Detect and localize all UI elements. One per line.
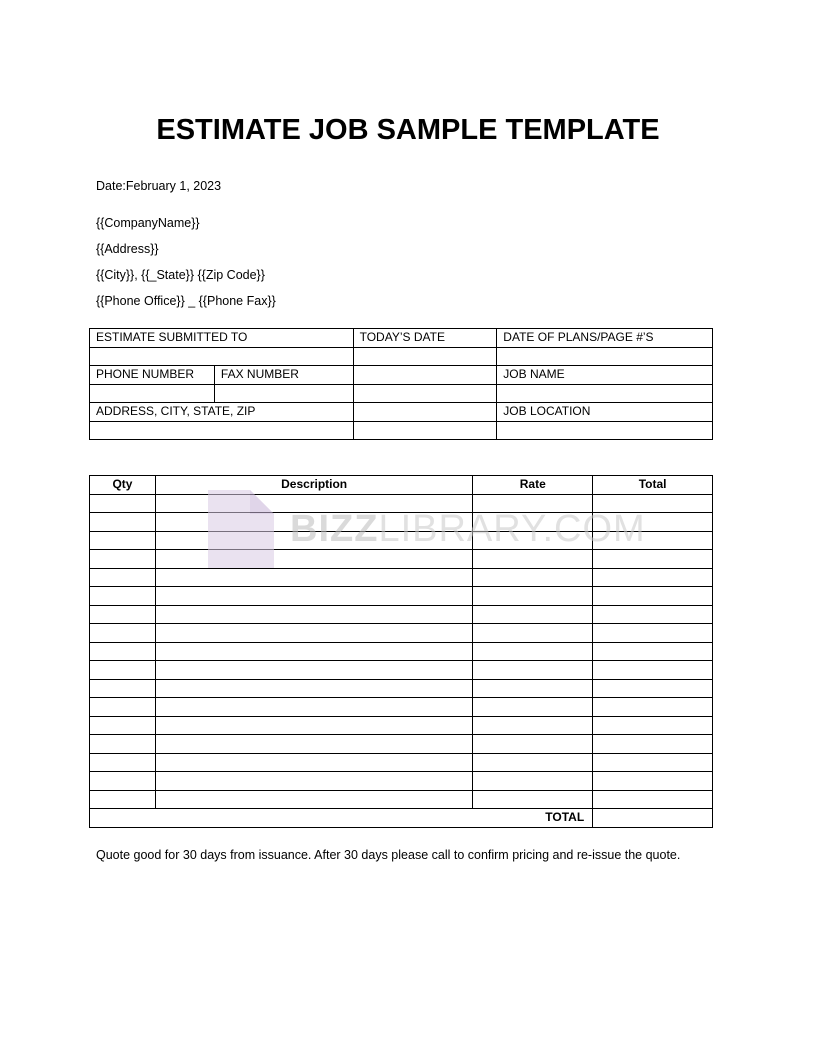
rate-cell[interactable] (473, 716, 593, 735)
table-row (90, 624, 713, 643)
rate-header: Rate (473, 476, 593, 495)
description-cell[interactable] (155, 531, 472, 550)
total-cell[interactable] (593, 587, 713, 606)
blank-cell (353, 403, 497, 422)
qty-cell[interactable] (90, 550, 156, 569)
qty-cell[interactable] (90, 587, 156, 606)
total-cell[interactable] (593, 550, 713, 569)
description-cell[interactable] (155, 605, 472, 624)
rate-cell[interactable] (473, 605, 593, 624)
grand-total-field[interactable] (593, 809, 713, 828)
table-row (90, 698, 713, 717)
estimate-info-table (89, 328, 713, 440)
total-cell[interactable] (593, 753, 713, 772)
description-cell[interactable] (155, 550, 472, 569)
total-cell[interactable] (593, 624, 713, 643)
description-cell[interactable] (155, 790, 472, 809)
table-row (90, 605, 713, 624)
blank-cell (353, 366, 497, 385)
description-cell[interactable] (155, 642, 472, 661)
description-cell[interactable] (155, 587, 472, 606)
rate-cell[interactable] (473, 772, 593, 791)
rate-cell[interactable] (473, 513, 593, 532)
description-cell[interactable] (155, 494, 472, 513)
phone-number-field[interactable] (90, 384, 215, 403)
qty-header: Qty (90, 476, 156, 495)
address-city-state-zip-label: ADDRESS, CITY, STATE, ZIP (90, 403, 354, 422)
table-row (90, 587, 713, 606)
todays-date-label: TODAY’S DATE (353, 329, 497, 348)
estimate-submitted-to-field[interactable] (90, 347, 354, 366)
watermark-rest: LIBRARY.COM (378, 508, 646, 550)
table-row (90, 550, 713, 569)
description-cell[interactable] (155, 753, 472, 772)
qty-cell[interactable] (90, 494, 156, 513)
qty-cell[interactable] (90, 790, 156, 809)
total-cell[interactable] (593, 698, 713, 717)
table-row (90, 531, 713, 550)
date-line: Date:February 1, 2023 (96, 179, 222, 193)
job-location-field[interactable] (497, 421, 713, 440)
table-row (90, 661, 713, 680)
estimate-submitted-to-label: ESTIMATE SUBMITTED TO (90, 329, 354, 348)
total-cell[interactable] (593, 513, 713, 532)
total-cell[interactable] (593, 716, 713, 735)
table-row (90, 513, 713, 532)
blank-cell (353, 421, 497, 440)
rate-cell[interactable] (473, 550, 593, 569)
description-cell[interactable] (155, 716, 472, 735)
qty-cell[interactable] (90, 716, 156, 735)
date-of-plans-label: DATE OF PLANS/PAGE #’S (497, 329, 713, 348)
description-cell[interactable] (155, 661, 472, 680)
qty-cell[interactable] (90, 624, 156, 643)
qty-cell[interactable] (90, 753, 156, 772)
qty-cell[interactable] (90, 513, 156, 532)
rate-cell[interactable] (473, 624, 593, 643)
table-row (90, 568, 713, 587)
rate-cell[interactable] (473, 753, 593, 772)
blank-cell (353, 384, 497, 403)
total-cell[interactable] (593, 568, 713, 587)
quote-validity-note: Quote good for 30 days from issuance. After 30 days please call to confirm pricing and re-issue the quote. (96, 848, 681, 862)
description-header: Description (155, 476, 472, 495)
total-header: Total (593, 476, 713, 495)
line-items-table (89, 475, 713, 828)
total-label: TOTAL (90, 809, 593, 828)
table-row (90, 790, 713, 809)
total-cell[interactable] (593, 772, 713, 791)
description-cell[interactable] (155, 679, 472, 698)
fax-number-field[interactable] (214, 384, 353, 403)
total-cell[interactable] (593, 494, 713, 513)
address-city-state-zip-field[interactable] (90, 421, 354, 440)
job-name-label: JOB NAME (497, 366, 713, 385)
qty-cell[interactable] (90, 735, 156, 754)
rate-cell[interactable] (473, 661, 593, 680)
total-cell[interactable] (593, 531, 713, 550)
rate-cell[interactable] (473, 494, 593, 513)
phone-number-label: PHONE NUMBER (90, 366, 215, 385)
rate-cell[interactable] (473, 531, 593, 550)
line-items-body (90, 494, 713, 809)
description-cell[interactable] (155, 624, 472, 643)
qty-cell[interactable] (90, 568, 156, 587)
description-cell[interactable] (155, 513, 472, 532)
job-name-field[interactable] (497, 384, 713, 403)
total-cell[interactable] (593, 605, 713, 624)
rate-cell[interactable] (473, 587, 593, 606)
city-state-zip-line: {{City}}, {{_State}} {{Zip Code}} (96, 268, 265, 282)
company-name: {{CompanyName}} (96, 216, 200, 230)
total-cell[interactable] (593, 642, 713, 661)
qty-cell[interactable] (90, 679, 156, 698)
table-row (90, 753, 713, 772)
total-cell[interactable] (593, 679, 713, 698)
qty-cell[interactable] (90, 772, 156, 791)
fax-number-label: FAX NUMBER (214, 366, 353, 385)
table-row (90, 679, 713, 698)
rate-cell[interactable] (473, 735, 593, 754)
table-row (90, 494, 713, 513)
qty-cell[interactable] (90, 698, 156, 717)
rate-cell[interactable] (473, 698, 593, 717)
address-line: {{Address}} (96, 242, 159, 256)
rate-cell[interactable] (473, 790, 593, 809)
description-cell[interactable] (155, 772, 472, 791)
table-row (90, 716, 713, 735)
qty-cell[interactable] (90, 642, 156, 661)
total-cell[interactable] (593, 735, 713, 754)
watermark-bold: BIZZ (290, 508, 379, 550)
rate-cell[interactable] (473, 642, 593, 661)
document-title: ESTIMATE JOB SAMPLE TEMPLATE (156, 114, 660, 146)
description-cell[interactable] (155, 735, 472, 754)
date-of-plans-field[interactable] (497, 347, 713, 366)
table-row (90, 642, 713, 661)
total-cell[interactable] (593, 661, 713, 680)
total-cell[interactable] (593, 790, 713, 809)
job-location-label: JOB LOCATION (497, 403, 713, 422)
table-row (90, 772, 713, 791)
phone-fax-line: {{Phone Office}} _ {{Phone Fax}} (96, 294, 276, 308)
todays-date-field[interactable] (353, 347, 497, 366)
rate-cell[interactable] (473, 568, 593, 587)
qty-cell[interactable] (90, 531, 156, 550)
table-row (90, 735, 713, 754)
qty-cell[interactable] (90, 605, 156, 624)
rate-cell[interactable] (473, 679, 593, 698)
qty-cell[interactable] (90, 661, 156, 680)
description-cell[interactable] (155, 568, 472, 587)
description-cell[interactable] (155, 698, 472, 717)
